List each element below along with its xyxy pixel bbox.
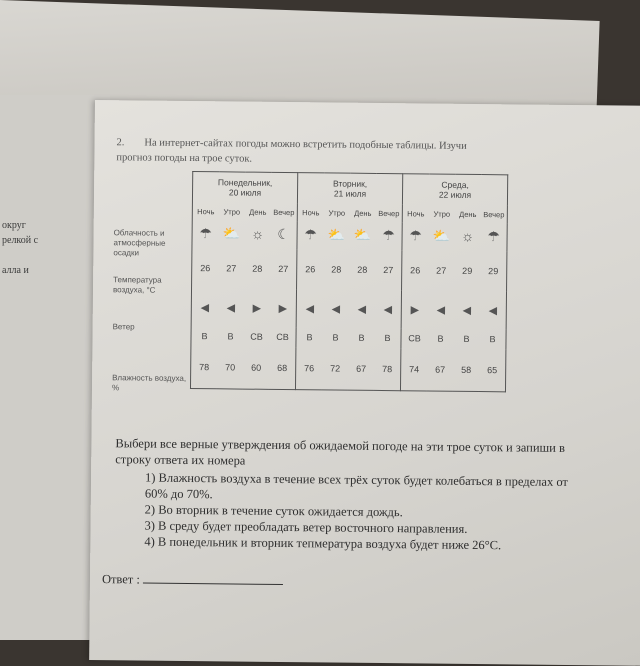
temperature-cell: 28 (357, 264, 368, 275)
temperature-cell: 27 (226, 263, 237, 274)
temperature-cell: 26 (192, 248, 219, 288)
weather-forecast-table (190, 171, 508, 392)
cloud-cell (244, 221, 270, 249)
humidity-cell: 72 (322, 347, 348, 390)
wind-arrow: ► (270, 289, 297, 327)
period-label: День (249, 207, 267, 217)
period-label: Утро (433, 209, 451, 219)
wind-direction-cell: В (358, 332, 365, 343)
wind-row (191, 288, 506, 329)
question-intro: Выбери все верные утверждения об ожидаемой погоде на эти трое суток и запиши в строку ответа их номера (115, 436, 566, 468)
cloud-rain-icon: ☂ (487, 228, 500, 245)
temperature-cell: 29 (480, 251, 507, 291)
wind-direction-cell: СВ (408, 333, 421, 344)
task-number: 2. (116, 137, 125, 149)
task-text-line1: На интернет-сайтах погоды можно встретить подобные таблицы. Изучи (144, 137, 467, 152)
temperature-cell: 26 (410, 265, 421, 276)
answer-label: Ответ : (101, 572, 140, 587)
wind-arrow: ◄ (375, 290, 402, 328)
humidity-cell: 78 (374, 348, 401, 391)
wind-arrow: ◄ (433, 301, 448, 318)
humidity-cell: 67 (348, 348, 374, 391)
option-2: 2) Во вторник в течение суток ожидается дождь. (144, 502, 403, 520)
wind-arrow: ► (407, 301, 422, 318)
humidity-cell: 67 (427, 348, 453, 391)
cloud-cell (270, 221, 297, 249)
row-label-wind: Ветер (112, 322, 135, 332)
period-label: Вечер (376, 204, 403, 222)
cloud-rain-icon: ☂ (199, 225, 212, 242)
wind-direction-cell: СВ (269, 327, 296, 347)
period-label: Утро (328, 207, 346, 218)
row-label-cloud: Облачность и атмосферные осадки (113, 228, 166, 258)
period-label: Ночь (302, 207, 320, 217)
wind-arrow: ◄ (328, 300, 343, 317)
period-label: Ночь (407, 208, 425, 218)
humidity-cell: 68 (269, 347, 296, 390)
period-label: Утро (223, 206, 241, 217)
temperature-row (192, 248, 507, 291)
answer-blank-line[interactable] (143, 571, 283, 585)
wind-arrow: ◄ (223, 299, 238, 316)
wind-arrow: ◄ (354, 300, 369, 317)
cloud-cell (192, 220, 219, 248)
cloud-cell (218, 220, 244, 248)
answer-field[interactable] (102, 570, 283, 589)
wind-direction-cell: В (191, 326, 218, 346)
cloud-rain-icon: ☂ (304, 226, 317, 243)
wind-direction-cell: В (227, 331, 234, 342)
row-label-temp: Температура воздуха, °С (112, 275, 162, 295)
day-header: Среда, 22 июля (402, 174, 507, 206)
sun-icon: ☼ (461, 227, 475, 244)
wind-direction-cell: В (463, 333, 470, 344)
humidity-cell: 78 (190, 346, 217, 389)
cloud-row (192, 220, 507, 251)
humidity-cell: 60 (243, 347, 269, 390)
period-label: Вечер (481, 205, 508, 223)
wind-direction-cell: СВ (250, 331, 263, 342)
task-header (116, 135, 556, 170)
fragment-text: алла и (2, 265, 29, 276)
humidity-row (190, 346, 505, 392)
option-3: 3) В среду будет преобладать ветер восточного направления. (144, 518, 468, 536)
temperature-cell: 26 (305, 264, 316, 275)
sun-cloud-icon: ⛅ (222, 225, 241, 242)
moon-icon: ☾ (277, 225, 290, 243)
sun-cloud-icon: ⛅ (327, 226, 346, 243)
cloud-cell (375, 222, 402, 250)
temperature-cell: 28 (252, 263, 263, 274)
wind-arrow: ◄ (191, 288, 218, 326)
period-label: День (459, 209, 477, 219)
cloud-cell (454, 223, 480, 251)
question-block (114, 435, 585, 554)
cloud-cell (323, 221, 349, 249)
cloud-cell (297, 221, 324, 249)
humidity-cell: 70 (217, 346, 243, 389)
humidity-cell: 76 (295, 347, 322, 390)
wind-arrow: ◄ (302, 300, 317, 317)
sun-cloud-icon: ⛅ (353, 226, 372, 243)
cloud-rain-icon: ☂ (382, 227, 395, 244)
wind-direction-cell: В (306, 332, 313, 343)
temperature-cell: 27 (270, 249, 297, 289)
period-label: Вечер (271, 203, 298, 221)
wind-arrow: ◄ (480, 291, 507, 329)
humidity-cell: 74 (400, 348, 427, 391)
wind-direction-cell: В (479, 329, 506, 349)
task-text-line2: прогноз погоды на трое суток. (116, 152, 253, 165)
cloud-rain-icon: ☂ (409, 227, 422, 244)
period-label: Ночь (192, 202, 219, 220)
cloud-cell (480, 223, 507, 251)
row-label-humidity: Влажность воздуха, % (111, 373, 187, 393)
period-label: День (354, 208, 372, 218)
temperature-cell: 29 (462, 265, 473, 276)
temperature-cell: 27 (436, 265, 447, 276)
fragment-text: округ (2, 220, 26, 231)
day-header: Вторник, 21 июля (297, 173, 402, 205)
temperature-cell: 27 (375, 250, 402, 290)
humidity-cell: 58 (453, 349, 479, 392)
cloud-cell (402, 222, 429, 250)
wind-direction-cell: В (374, 328, 401, 348)
option-1: 1) Влажность воздуха в течение всех трёх суток будет колебаться в пределах от 60% до 70%. (144, 470, 568, 502)
wind-arrow: ◄ (459, 301, 474, 318)
cloud-cell (428, 223, 454, 251)
fragment-text: релкой с (2, 235, 39, 246)
cloud-cell (349, 222, 375, 250)
humidity-cell: 65 (479, 349, 506, 392)
wind-direction-cell: В (332, 332, 339, 343)
sun-icon: ☼ (251, 225, 265, 242)
worksheet-page (89, 100, 640, 666)
day-header: Понедельник, 20 июля (192, 172, 297, 204)
sun-cloud-icon: ⛅ (432, 227, 451, 244)
option-4: 4) В понедельник и вторник тепмература воздуха будет ниже 26°С. (144, 534, 502, 553)
temperature-cell: 28 (331, 264, 342, 275)
wind-direction-cell: В (437, 333, 444, 344)
wind-arrow: ► (249, 299, 264, 316)
